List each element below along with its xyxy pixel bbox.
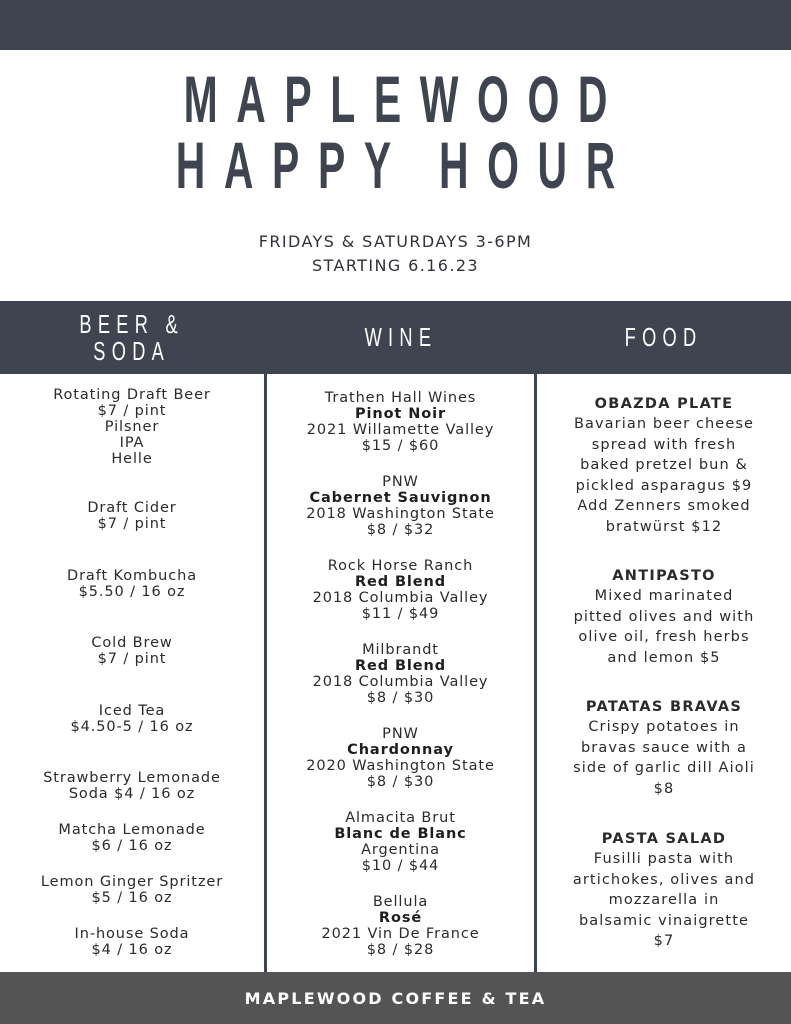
wine-price: $10 / $44 (361, 858, 440, 874)
item-price: $4 / 16 oz (91, 942, 173, 958)
beer-heading-line-2: SODA (93, 335, 171, 366)
wine-producer: PNW (382, 726, 419, 742)
item-name: Draft Cider (87, 500, 177, 516)
schedule-days: FRIDAYS & SATURDAYS 3-6PM (258, 232, 533, 251)
wine-item (267, 726, 534, 790)
food-item (537, 566, 791, 668)
menu-item (0, 926, 264, 958)
footer-bar (0, 972, 791, 1024)
wine-price: $8 / $32 (366, 522, 435, 538)
footer-brand-text: MAPLEWOOD COFFEE & TEA (244, 988, 547, 1008)
item-price: $4.50-5 / 16 oz (70, 719, 194, 735)
wine-varietal: Pinot Noir (354, 406, 447, 422)
wine-producer: Milbrandt (362, 642, 439, 658)
food-item (537, 394, 791, 537)
item-option: IPA (119, 435, 145, 451)
wine-producer: Rock Horse Ranch (327, 558, 474, 574)
wine-origin: 2018 Columbia Valley (312, 590, 489, 606)
food-heading-text: FOOD (625, 322, 703, 352)
food-column (537, 374, 791, 972)
wine-price: $8 / $30 (366, 690, 435, 706)
schedule-subtitle (0, 230, 791, 278)
wine-varietal: Chardonnay (347, 742, 454, 758)
food-item-desc: $8 (653, 780, 675, 797)
wine-item (267, 558, 534, 622)
menu-item (0, 874, 264, 906)
item-name: Rotating Draft Beer (53, 387, 211, 403)
wine-producer: Bellula (372, 894, 429, 910)
wine-origin: 2018 Washington State (306, 506, 495, 522)
wine-price: $8 / $30 (366, 774, 435, 790)
food-item-desc: Fusilli pasta with (593, 851, 735, 867)
wine-varietal: Red Blend (354, 574, 447, 590)
item-name: Cold Brew (91, 635, 173, 651)
food-item-desc: balsamic vinaigrette (578, 912, 750, 929)
page-title (0, 62, 791, 202)
food-item-desc: baked pretzel bun & (580, 457, 748, 473)
food-item (537, 829, 791, 952)
wine-varietal: Rosé (378, 910, 423, 926)
food-item-desc: spread with fresh (591, 436, 737, 453)
top-banner-bar (0, 0, 791, 50)
title-line-1: MAPLEWOOD (183, 62, 627, 136)
food-item-desc: Add Zenners smoked (577, 498, 751, 514)
item-name: Iced Tea (98, 703, 166, 719)
item-price: $5.50 / 16 oz (78, 584, 186, 600)
wine-item (267, 642, 534, 706)
wine-column (267, 374, 534, 972)
food-item-desc: and lemon $5 (607, 649, 721, 666)
item-price: $7 / pint (97, 403, 167, 419)
title-line-2: HAPPY HOUR (175, 128, 634, 202)
food-item-desc: pickled asparagus $9 (575, 477, 753, 494)
menu-item (0, 500, 264, 532)
food-item (537, 697, 791, 799)
food-item-desc: mozzarella in (608, 892, 720, 908)
column-heading-wine (267, 301, 534, 374)
wine-item (267, 390, 534, 454)
food-item-desc: bratwürst $12 (605, 518, 723, 535)
item-name: In-house Soda (74, 926, 190, 942)
wine-origin: 2021 Willamette Valley (306, 422, 495, 438)
menu-item (0, 568, 264, 600)
wine-varietal: Cabernet Sauvignon (309, 490, 492, 506)
food-item-name: PASTA SALAD (601, 831, 727, 847)
column-header-band (0, 301, 791, 374)
item-price: Soda $4 / 16 oz (68, 786, 196, 802)
item-price: $6 / 16 oz (91, 838, 173, 854)
item-option: Pilsner (104, 419, 160, 435)
wine-varietal: Blanc de Blanc (334, 826, 467, 842)
wine-heading-text: WINE (364, 322, 437, 352)
wine-origin: 2020 Washington State (306, 758, 495, 774)
food-item-desc: Crispy potatoes in (588, 719, 740, 735)
beer-heading-line-1: BEER & (79, 308, 185, 339)
item-name: Draft Kombucha (67, 568, 197, 584)
schedule-start-date: STARTING 6.16.23 (311, 256, 479, 275)
food-item-desc: side of garlic dill Aioli (573, 760, 755, 776)
item-name: Lemon Ginger Spritzer (40, 874, 224, 890)
wine-producer: Almacita Brut (345, 810, 456, 826)
menu-item (0, 822, 264, 854)
menu-item (0, 703, 264, 735)
wine-item (267, 474, 534, 538)
menu-item (0, 635, 264, 667)
beer-soda-column (0, 374, 264, 972)
item-price: $5 / 16 oz (91, 890, 173, 906)
wine-item (267, 810, 534, 874)
wine-producer: PNW (382, 474, 419, 490)
menu-item (0, 770, 264, 802)
item-price: $7 / pint (97, 516, 167, 532)
wine-producer: Trathen Hall Wines (324, 390, 477, 406)
wine-item (267, 894, 534, 958)
wine-origin: 2021 Vin De France (321, 926, 480, 942)
food-item-name: OBAZDA PLATE (594, 396, 734, 412)
wine-price: $8 / $28 (366, 942, 435, 958)
wine-origin: 2018 Columbia Valley (312, 674, 489, 690)
food-item-desc: artichokes, olives and (572, 871, 756, 888)
item-name: Strawberry Lemonade (43, 770, 221, 786)
item-name: Matcha Lemonade (58, 822, 206, 838)
column-heading-beer-soda (0, 301, 264, 374)
food-item-desc: Mixed marinated (594, 588, 734, 604)
food-item-desc: pitted olives and with (573, 608, 755, 625)
food-item-desc: bravas sauce with a (581, 739, 747, 756)
wine-varietal: Red Blend (354, 658, 447, 674)
food-item-name: ANTIPASTO (612, 568, 716, 584)
wine-origin: Argentina (361, 842, 440, 858)
column-heading-food (537, 301, 791, 374)
food-item-desc: $7 (653, 933, 675, 949)
menu-item (0, 387, 264, 467)
food-item-desc: olive oil, fresh herbs (578, 629, 750, 645)
food-item-desc: Bavarian beer cheese (573, 416, 755, 432)
wine-price: $11 / $49 (361, 606, 440, 622)
food-item-name: PATATAS BRAVAS (585, 699, 743, 715)
item-price: $7 / pint (97, 651, 167, 667)
wine-price: $15 / $60 (361, 438, 440, 454)
item-option: Helle (111, 451, 153, 467)
